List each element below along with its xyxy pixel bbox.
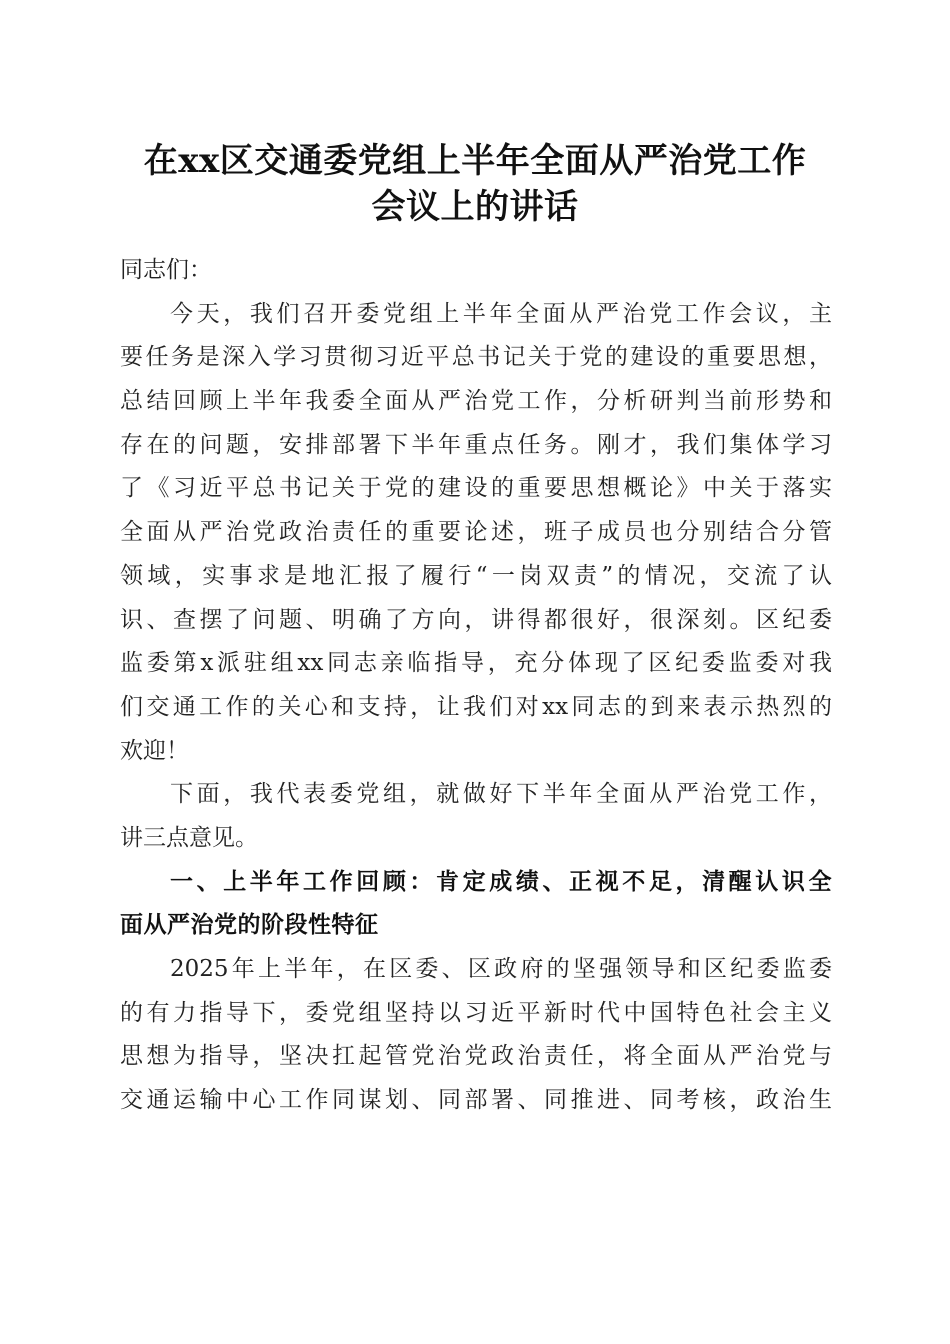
paragraph-line: 存在的问题，安排部署下半年重点任务。刚才，我们集体学习 (120, 431, 832, 458)
paragraph-line: 领域，实事求是地汇报了履行“一岗双责”的情况，交流了认 (120, 562, 832, 589)
paragraph-line: 识、查摆了问题、明确了方向，讲得都很好，很深刻。区纪委 (120, 606, 832, 633)
paragraph-line: 了《习近平总书记关于党的建设的重要思想概论》中关于落实 (120, 475, 832, 502)
title-line-1: 在xx区交通委党组上半年全面从严治党工作 (143, 141, 807, 181)
paragraph-line: 思想为指导，坚决扛起管党治党政治责任，将全面从严治党与 (120, 1043, 832, 1070)
paragraph-line: 监委第x派驻组xx同志亲临指导，充分体现了区纪委监委对我 (120, 650, 832, 677)
title-line-2: 会议上的讲话 (371, 187, 579, 227)
paragraph-line: 2025年上半年，在区委、区政府的坚强领导和区纪委监委 (170, 956, 832, 982)
heading-line: 一、上半年工作回顾：肯定成绩、正视不足，清醒认识全 (170, 868, 832, 895)
paragraph-line: 交通运输中心工作同谋划、同部署、同推进、同考核，政治生 (120, 1087, 832, 1114)
document-title (110, 138, 840, 230)
paragraph-transition (120, 773, 832, 860)
paragraph-line: 的有力指导下，委党组坚持以习近平新时代中国特色社会主义 (120, 999, 832, 1026)
section-heading-1 (120, 861, 832, 948)
salutation: 同志们： (120, 257, 212, 283)
document-body (120, 249, 832, 1123)
paragraph-line: 总结回顾上半年我委全面从严治党工作，分析研判当前形势和 (120, 388, 832, 415)
paragraph-opening (120, 293, 832, 774)
section-1-paragraph (120, 948, 832, 1123)
paragraph-line: 全面从严治党政治责任的重要论述，班子成员也分别结合分管 (120, 519, 832, 546)
paragraph-line: 下面，我代表委党组，就做好下半年全面从严治党工作， (170, 781, 832, 808)
paragraph-line: 今天，我们召开委党组上半年全面从严治党工作会议，主 (170, 300, 832, 327)
heading-line: 面从严治党的阶段性特征 (120, 912, 379, 939)
paragraph-line: 讲三点意见。 (120, 824, 258, 851)
paragraph-line: 们交通工作的关心和支持，让我们对xx同志的到来表示热烈的 (120, 693, 832, 720)
paragraph-line: 要任务是深入学习贯彻习近平总书记关于党的建设的重要思想， (120, 344, 832, 371)
paragraph-line: 欢迎！ (120, 737, 189, 764)
